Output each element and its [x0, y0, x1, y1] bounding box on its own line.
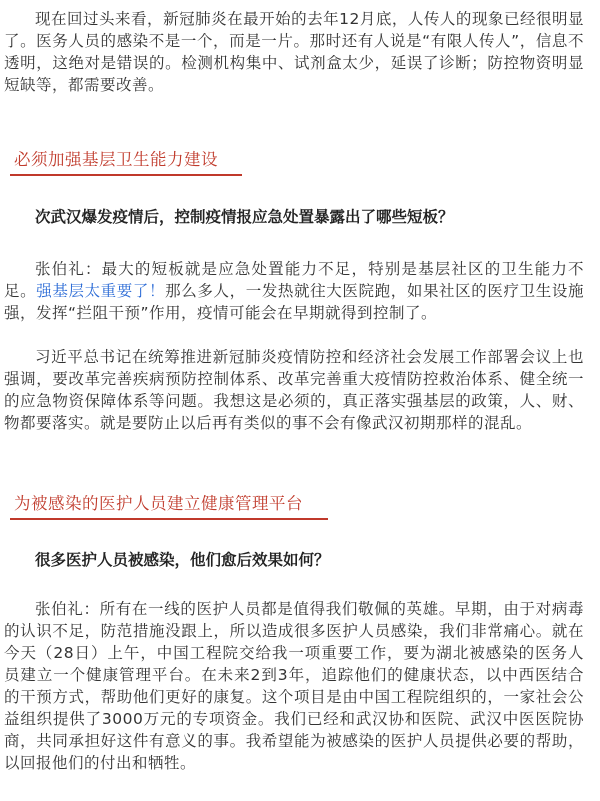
question-recovery: 很多医护人员被感染，他们愈后效果如何？: [35, 551, 330, 569]
policy-paragraph: 习近平总书记在统筹推进新冠肺炎疫情防控和经济社会发展工作部署会议上也强调，要改革完善疾病预防控制体系、改革完善重大疫情防控救治体系、健全统一的应急物资保障体系等问题。我想这是必须的，真正落实强基层的政策，人、财、物都要落实。就是要防止以后再有类似的事不会有像武汉初期那样的混乱。: [4, 348, 584, 432]
answer-text-before: 张伯礼：最大的短板就是应急处置能力不足，特别是基层社区的卫生能力不足。: [4, 260, 584, 300]
section-heading-health-platform: [10, 487, 303, 517]
heading-underline: [10, 518, 328, 520]
section-heading-grassroots: [10, 143, 218, 173]
highlight-text: 强基层太重要了！: [36, 282, 166, 300]
section-heading-label: 为被感染的医护人员建立健康管理平台: [14, 494, 303, 513]
heading-underline: [10, 174, 242, 176]
answer-text-after: 那么多人，一发热就往大医院跑，如果社区的医疗卫生设施强，发挥“拦阻干预”作用，疫情可能会在早期就得到控制了。: [4, 282, 584, 322]
answer-paragraph-recovery: 张伯礼：所有在一线的医护人员都是值得我们敬佩的英雄。早期，由于对病毒的认识不足，防范措施没跟上，所以造成很多医护人员感染，我们非常痛心。就在今天（28日）上午，中国工程院交给我一项重要工作，要为湖北被感染的医务人员建立一个健康管理平台。在未来2到3年，追踪他们的健康状态，以中西医结合的干预方式，帮助他们更好的康复。这个项目是由中国工程院组织的，一家社会公益组织提供了3000万元的专项资金。我们已经和武汉协和医院、武汉中医医院协商，共同承担好这件有意义的事。我希望能为被感染的医护人员提供必要的帮助，以回报他们的付出和牺牲。: [4, 600, 584, 772]
question-shortcomings: 次武汉爆发疫情后，控制疫情报应急处置暴露出了哪些短板？: [35, 208, 454, 226]
intro-paragraph: 现在回过头来看，新冠肺炎在最开始的去年12月底，人传人的现象已经很明显了。医务人员的感染不是一个，而是一片。那时还有人说是“有限人传人”，信息不透明，这绝对是错误的。检测机构集中、试剂盒太少，延误了诊断；防控物资明显短缺等，都需要改善。: [4, 10, 584, 94]
section-heading-label: 必须加强基层卫生能力建设: [14, 150, 218, 169]
answer-paragraph-shortcomings: [0, 258, 600, 324]
